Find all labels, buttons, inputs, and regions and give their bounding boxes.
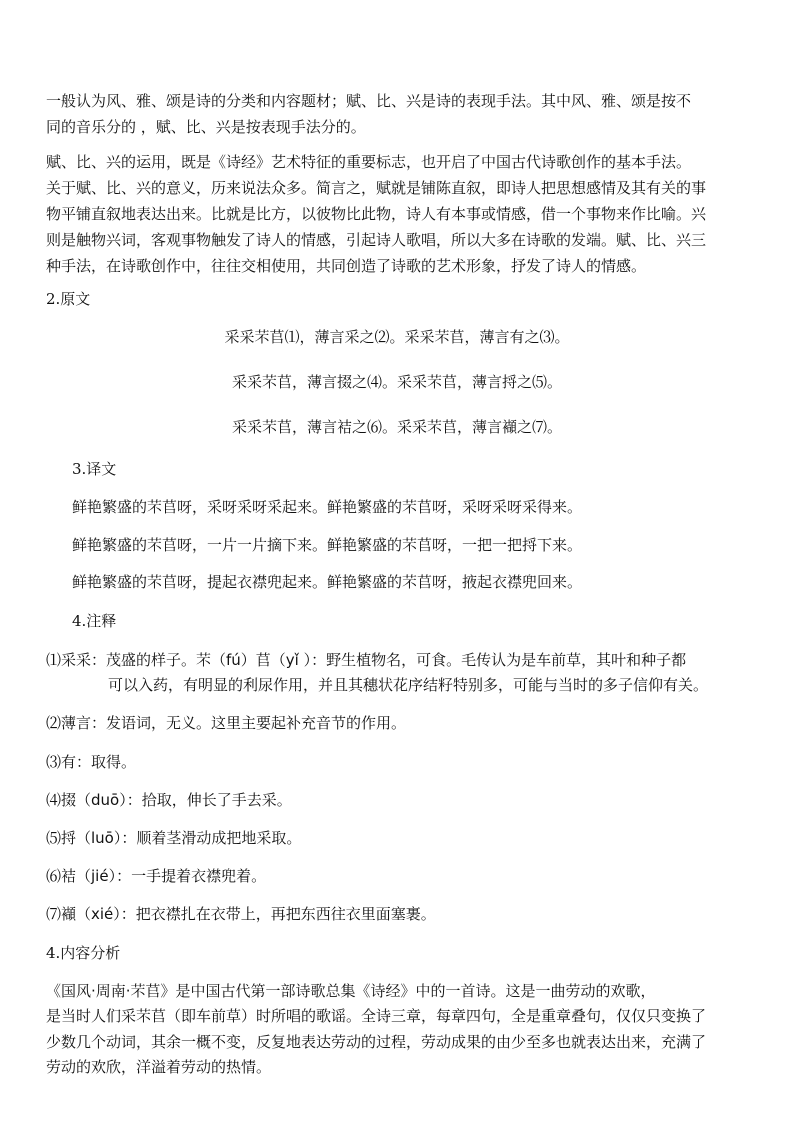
intro-paragraph-2-line-5: 种手法，在诗歌创作中，往往交相使用，共同创造了诗歌的艺术形象，抒发了诗人的情感。	[46, 257, 647, 275]
note-1-line-1: ⑴采采：茂盛的样子。芣（fú）苢（yǐ ）：野生植物名，可食。毛传认为是车前草，其叶和种子都	[46, 651, 687, 669]
original-heading: 2.原文	[46, 290, 91, 308]
translation-heading: 3.译文	[72, 460, 117, 478]
note-2: ⑵薄言：发语词，无义。这里主要起补充音节的作用。	[46, 714, 407, 732]
analysis-line-1: 《国风·周南·芣苢》是中国古代第一部诗歌总集《诗经》中的一首诗。这是一曲劳动的欢歌，	[46, 982, 656, 1000]
note-3: ⑶有：取得。	[46, 753, 137, 771]
translation-line-2: 鲜艳繁盛的芣苢呀，一片一片摘下来。鲜艳繁盛的芣苢呀，一把一把捋下来。	[72, 536, 583, 554]
analysis-line-2: 是当时人们采芣苢（即车前草）时所唱的歌谣。全诗三章，每章四句，全是重章叠句，仅仅只变换了	[46, 1007, 707, 1025]
analysis-line-4: 劳动的欢欣，洋溢着劳动的热情。	[46, 1058, 272, 1076]
note-1-line-2: 可以入药，有明显的利尿作用，并且其穗状花序结籽特别多，可能与当时的多子信仰有关。	[108, 676, 709, 694]
notes-heading: 4.注释	[72, 612, 117, 630]
note-7: ⑺襭（xié）：把衣襟扎在衣带上，再把东西往衣里面塞裹。	[46, 905, 436, 923]
analysis-heading: 4.内容分析	[46, 944, 121, 962]
intro-paragraph-2-line-2: 关于赋、比、兴的意义，历来说法众多。简言之，赋就是铺陈直叙，即诗人把思想感情及其有关的事	[46, 179, 707, 197]
analysis-line-3: 少数几个动词，其余一概不变，反复地表达劳动的过程，劳动成果的由少至多也就表达出来，充满了	[46, 1033, 707, 1051]
intro-paragraph-2-line-1: 赋、比、兴的运用，既是《诗经》艺术特征的重要标志，也开启了中国古代诗歌创作的基本手法。	[46, 153, 692, 171]
note-6: ⑹袺（jié）：一手提着衣襟兜着。	[46, 867, 267, 885]
original-line-3: 采采芣苢，薄言袺之⑹。采采芣苢，薄言襭之⑺。	[231, 418, 562, 436]
intro-paragraph-2-line-4: 则是触物兴词，客观事物触发了诗人的情感，引起诗人歌唱，所以大多在诗歌的发端。赋、比、兴三	[46, 231, 707, 249]
intro-paragraph-2-line-3: 物平铺直叙地表达出来。比就是比方，以彼物比此物，诗人有本事或情感，借一个事物来作比喻。兴	[46, 205, 707, 223]
note-4: ⑷掇（duō）：拾取，伸长了手去采。	[46, 791, 292, 809]
translation-line-3: 鲜艳繁盛的芣苢呀，提起衣襟兜起来。鲜艳繁盛的芣苢呀，掖起衣襟兜回来。	[72, 573, 583, 591]
translation-line-1: 鲜艳繁盛的芣苢呀，采呀采呀采起来。鲜艳繁盛的芣苢呀，采呀采呀采得来。	[72, 498, 583, 516]
original-line-2: 采采芣苢，薄言掇之⑷。采采芣苢，薄言捋之⑸。	[231, 373, 562, 391]
intro-paragraph-1-line-1: 一般认为风、雅、颂是诗的分类和内容题材；赋、比、兴是诗的表现手法。其中风、雅、颂是按不	[46, 92, 692, 110]
original-line-1: 采采芣苢⑴，薄言采之⑵。采采芣苢，薄言有之⑶。	[224, 328, 570, 346]
note-5: ⑸捋（luō）：顺着茎滑动成把地采取。	[46, 829, 302, 847]
intro-paragraph-1-line-2: 同的音乐分的 ，赋、比、兴是按表现手法分的。	[46, 118, 366, 136]
